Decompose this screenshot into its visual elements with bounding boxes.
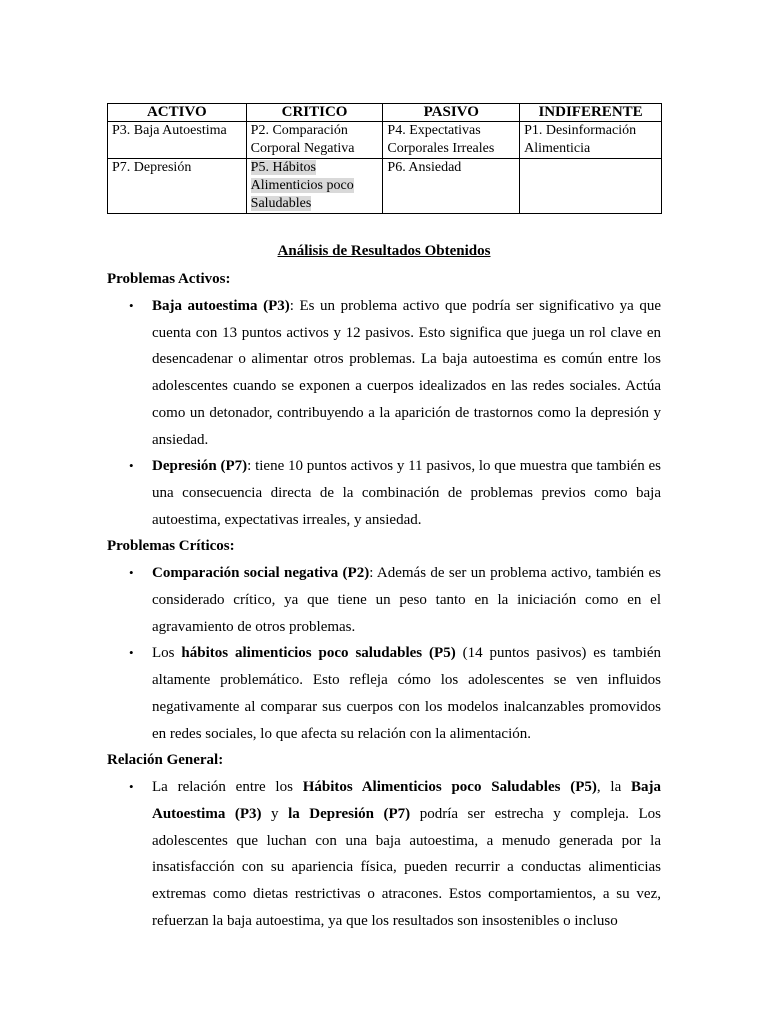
critical-problems-heading: Problemas Críticos:: [107, 538, 235, 555]
table-row: [108, 122, 662, 159]
bullet-icon: •: [129, 565, 134, 581]
list-item: [107, 774, 661, 934]
cell-activo-2: P7. Depresión: [108, 159, 247, 214]
item-description: (14 puntos pasivos) es también altamente problemático. Esto refleja cómo los adolescentes se ven influidos negativamente al comparar sus cuerpos con los modelos inalcanzables promovidos en redes sociales, lo que afecta su relación con la alimentación.: [152, 645, 662, 742]
critical-problems-block: [107, 535, 661, 747]
connector-text: y: [261, 805, 289, 822]
header-pasivo: PASIVO: [383, 104, 520, 122]
header-indiferente: INDIFERENTE: [520, 104, 662, 122]
cell-indiferente-1: P1. Desinformación Alimenticia: [520, 122, 662, 159]
list-item: [107, 640, 661, 747]
item-term: Baja autoestima (P3): [152, 298, 290, 314]
general-relation-block: [107, 749, 661, 934]
bullet-icon: •: [129, 779, 134, 795]
cell-pasivo-2: P6. Ansiedad: [383, 159, 520, 214]
list-item: [107, 560, 661, 640]
header-activo: ACTIVO: [108, 104, 247, 122]
item-prefix: Los: [152, 645, 182, 662]
cell-activo-1: P3. Baja Autoestima: [108, 122, 247, 159]
item-description: : tiene 10 puntos activos y 11 pasivos, lo que muestra que también es una consecuencia directa de la combinación de problemas previos como baja autoestima, expectativas irreales, y ansiedad.: [152, 458, 661, 528]
list-item: [107, 453, 661, 533]
item-prefix: La relación entre los: [152, 779, 303, 796]
cell-pasivo-1: P4. Expectativas Corporales Irreales: [383, 122, 520, 159]
item-description: : Es un problema activo que podría ser significativo ya que cuenta con 13 puntos activos y 12 pasivos. Esto significa que juega un rol clave en desencadenar o alimentar otros problemas. La baja autoestima es común entre los adolescentes cuando se exponen a cuerpos idealizados en las redes sociales. Actúa como un detonador, contribuyendo a la aparición de trastornos como la depresión y ansiedad.: [152, 298, 661, 448]
bullet-icon: •: [129, 458, 134, 474]
item-term: Comparación social negativa (P2): [152, 565, 370, 582]
general-relation-heading: Relación General:: [107, 752, 224, 769]
term-p3: Baja Autoestima (P3): [152, 779, 662, 822]
term-p7: la Depresión (P7): [288, 805, 411, 822]
table-header-row: [108, 104, 662, 122]
list-item: [107, 293, 661, 453]
item-description: podría ser estrecha y compleja. Los adolescentes que luchan con una baja autoestima, a menudo generada por la insatisfacción con su apariencia física, pueden recurrir a conductas alimenticias extremas como dietas restrictivas o atracones. Estos comportamientos, a su vez, refuerzan la baja autoestima, ya que los resultados son insostenibles o incluso: [152, 805, 662, 929]
item-term: Depresión (P7): [152, 458, 248, 475]
header-critico: CRITICO: [246, 104, 383, 122]
cell-critico-2: [246, 159, 383, 214]
cell-critico-1: P2. Comparación Corporal Negativa: [246, 122, 383, 159]
problem-classification-table: [107, 103, 662, 214]
bullet-icon: •: [129, 645, 134, 661]
active-problems-block: [107, 268, 661, 533]
active-problems-list: [107, 293, 661, 533]
critical-problems-list: [107, 560, 661, 747]
term-p5: Hábitos Alimenticios poco Saludables (P5): [302, 779, 597, 796]
item-description: : Además de ser un problema activo, también es considerado crítico, ya que tiene un peso tanto en la iniciación como en el agravamiento de otros problemas.: [152, 565, 662, 635]
table-row: [108, 159, 662, 214]
cell-indiferente-2: [520, 159, 662, 214]
general-relation-list: [107, 774, 661, 934]
item-term: hábitos alimenticios poco saludables (P5): [181, 645, 456, 662]
analysis-section: [107, 240, 661, 936]
active-problems-heading: Problemas Activos:: [107, 271, 231, 287]
connector-text: , la: [596, 779, 632, 796]
highlighted-text: P5. Hábitos Alimenticios poco Saludables: [250, 160, 354, 211]
analysis-title: Análisis de Resultados Obtenidos: [277, 243, 491, 259]
bullet-icon: •: [129, 298, 134, 313]
